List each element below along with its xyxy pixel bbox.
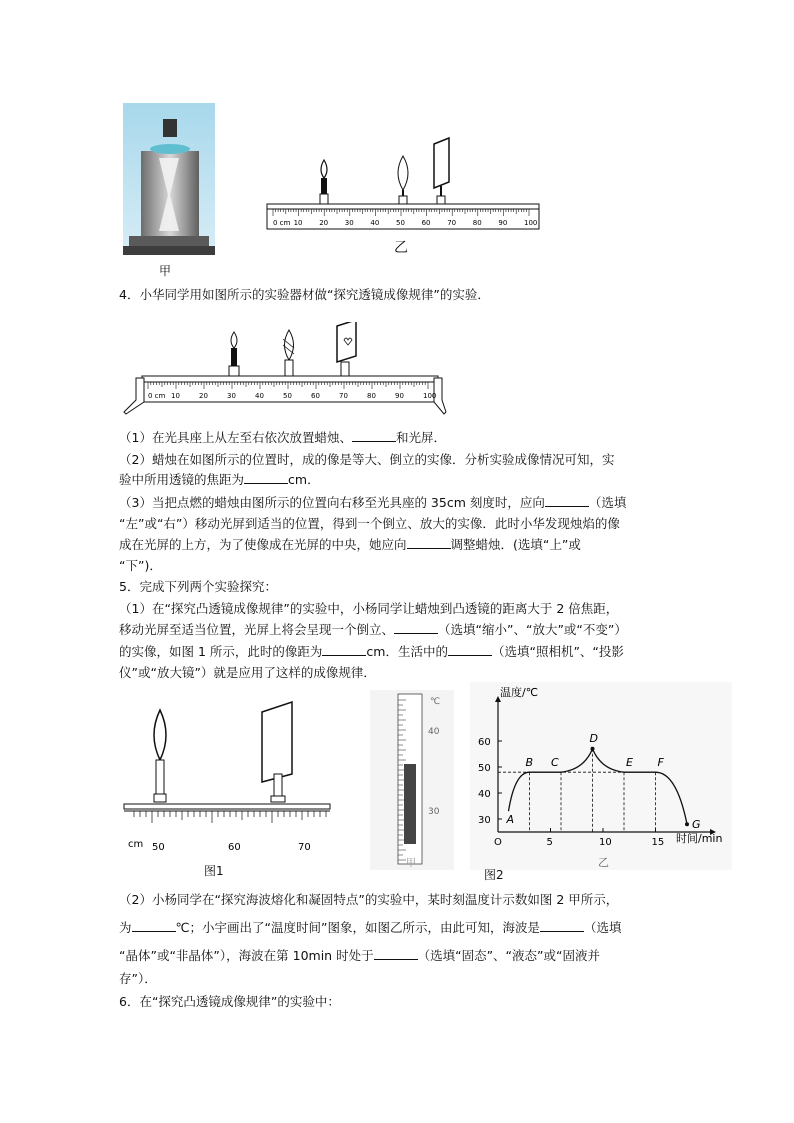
top-ruler-tick-label: 10 <box>293 219 303 227</box>
q4-blank-1[interactable] <box>352 429 396 442</box>
q4-part3-a: （3）当把点燃的蜡烛由图所示的位置向右移至光具座的 35cm 刻度时，应向 <box>119 495 545 510</box>
thermo-tick-30: 30 <box>428 807 440 817</box>
q4-ruler-tick-label: 100 <box>423 392 437 400</box>
top-ruler-tick-label: 30 <box>344 219 354 227</box>
temperature-time-graph <box>470 682 732 870</box>
q5-part1-g: 仪”或“放大镜”）就是应用了这样的成像规律． <box>119 665 376 680</box>
x-tick-label: 10 <box>599 837 612 848</box>
q5-part2-c: ℃；小宇画出了“温度时间”图象，如图乙所示，由此可知，海波是 <box>175 920 541 935</box>
point-label-F: F <box>657 756 664 770</box>
point-label-B: B <box>525 756 534 770</box>
q4-part3-d: 成在光屏的上方，为了使像成在光屏的中央，她应向 <box>119 537 407 552</box>
q4-part3-f: “下”)． <box>119 558 162 573</box>
x-tick-label: O <box>494 837 502 848</box>
top-ruler-tick-label: 50 <box>396 219 405 227</box>
q4-ruler-tick-label: 30 <box>227 392 236 400</box>
q4-part1-b: 和光屏． <box>395 430 446 445</box>
q4-blank-3[interactable] <box>545 494 589 507</box>
q5-part2-g: 存”）． <box>119 971 157 986</box>
top-ruler-tick-label: 40 <box>370 219 380 227</box>
figure-1-lens-bench <box>120 690 332 860</box>
q5-part2-b: 为 <box>119 920 132 935</box>
q5-blank-1[interactable] <box>394 621 438 634</box>
q4-stem: 4．小华同学用如图所示的实验器材做“探究透镜成像规律”的实验． <box>119 287 490 302</box>
q4-part3-b: （选填 <box>588 495 627 510</box>
q4-part1-a: （1）在光具座上从左至右依次放置蜡烛、 <box>119 430 352 445</box>
fig1-tick-cm: cm <box>128 839 144 850</box>
q5-part2-f: （选填“固态”、“液态”或“固液并 <box>417 948 600 963</box>
q5-part1-b: 移动光屏至适当位置，光屏上将会呈现一个倒立、 <box>119 622 395 637</box>
q4-blank-4[interactable] <box>407 536 451 549</box>
fig1-tick-70: 70 <box>298 842 311 853</box>
q5-part1-d: 的实像，如图 1 所示，此时的像距为 <box>119 644 323 659</box>
top-ruler-tick-label: 100 <box>524 219 538 227</box>
graph-y-axis-label: 温度/℃ <box>500 686 539 699</box>
q5-part2-e: “晶体”或“非晶体”），海波在第 10min 时处于 <box>119 948 374 963</box>
thermometer-jia <box>370 690 454 870</box>
q4-ruler-tick-label: 20 <box>199 392 208 400</box>
q5-stem: 5．完成下列两个实验探究： <box>119 579 277 594</box>
point-label-D: D <box>589 731 598 745</box>
q4-ruler-tick-label: 0 cm <box>148 392 166 400</box>
q5-part1-f: （选填“照相机”、“投影 <box>491 644 624 659</box>
q5-part2-a: （2）小杨同学在“探究海波熔化和凝固特点”的实验中，某时刻温度计示数如图 2 甲所示， <box>119 892 619 907</box>
q5-part1-a: （1）在“探究凸透镜成像规律”的实验中，小杨同学让蜡烛到凸透镜的距离大于 2 倍焦距， <box>119 601 619 616</box>
thermo-unit: ℃ <box>430 697 441 707</box>
top-ruler-tick-label: 60 <box>421 219 431 227</box>
q4-ruler-tick-label: 90 <box>395 392 404 400</box>
figure-2-caption: 图2 <box>484 868 504 882</box>
q5-part1-e: cm．生活中的 <box>366 644 448 659</box>
x-tick-label: 15 <box>651 837 665 848</box>
top-ruler-tick-label: 0 cm <box>273 219 291 227</box>
q5-part2-d: （选填 <box>584 920 622 935</box>
figure-1-caption: 图1 <box>204 864 224 878</box>
optical-bench-yi <box>265 128 541 238</box>
fig1-tick-50: 50 <box>152 842 165 853</box>
q5-part1-c: （选填“缩小”、“放大”或“不变”） <box>438 622 627 637</box>
photo-jia <box>123 103 215 255</box>
point-label-G: G <box>692 818 701 832</box>
q4-part2-c: cm． <box>288 472 320 487</box>
y-tick-label: 60 <box>478 737 491 748</box>
q4-optical-bench <box>122 322 448 416</box>
point-D <box>591 747 595 751</box>
q5-blank-5[interactable] <box>540 919 584 932</box>
q4-part3-e: 调整蜡烛．(选填“上”或 <box>450 537 581 552</box>
thermo-tick-40: 40 <box>428 727 440 737</box>
q5-blank-2[interactable] <box>322 643 366 656</box>
q4-blank-2[interactable] <box>244 471 288 484</box>
q4-part3-c: “左”或“右”）移动光屏到适当的位置，得到一个倒立、放大的实像．此时小华发现烛焰的像 <box>119 516 620 531</box>
point-label-E: E <box>626 756 633 770</box>
x-tick-label: 5 <box>546 837 553 848</box>
q5-blank-4[interactable] <box>132 919 176 932</box>
label-jia: 甲 <box>159 264 172 278</box>
q5-blank-6[interactable] <box>374 947 418 960</box>
top-ruler-tick-label: 20 <box>319 219 329 227</box>
q6-stem: 6．在“探究凸透镜成像规律”的实验中： <box>119 994 340 1009</box>
y-tick-label: 30 <box>478 815 491 826</box>
top-ruler-tick-label: 80 <box>472 219 482 227</box>
point-label-C: C <box>551 756 559 770</box>
q4-part2-b: 验中所用透镜的焦距为 <box>119 472 245 487</box>
q4-part2-a: （2）蜡烛在如图所示的位置时，成的像是等大、倒立的实像．分析实验成像情况可知，实 <box>119 452 615 467</box>
point-G <box>685 822 689 826</box>
q4-ruler-tick-label: 10 <box>171 392 180 400</box>
q5-blank-3[interactable] <box>448 643 492 656</box>
q4-ruler-tick-label: 70 <box>339 392 348 400</box>
y-tick-label: 40 <box>478 789 491 800</box>
label-yi: 乙 <box>394 240 408 256</box>
top-ruler-tick-label: 90 <box>498 219 508 227</box>
graph-label-yi: 乙 <box>598 856 609 869</box>
graph-x-axis-label: 时间/min <box>676 832 723 845</box>
point-label-A: A <box>506 813 515 827</box>
q4-ruler-tick-label: 60 <box>311 392 320 400</box>
thermo-label: 甲 <box>406 858 416 869</box>
q4-ruler-tick-label: 40 <box>255 392 264 400</box>
q4-ruler-tick-label: 80 <box>367 392 376 400</box>
q4-ruler-tick-label: 50 <box>283 392 292 400</box>
top-ruler-tick-label: 70 <box>447 219 457 227</box>
y-tick-label: 50 <box>478 763 491 774</box>
fig1-tick-60: 60 <box>228 842 241 853</box>
